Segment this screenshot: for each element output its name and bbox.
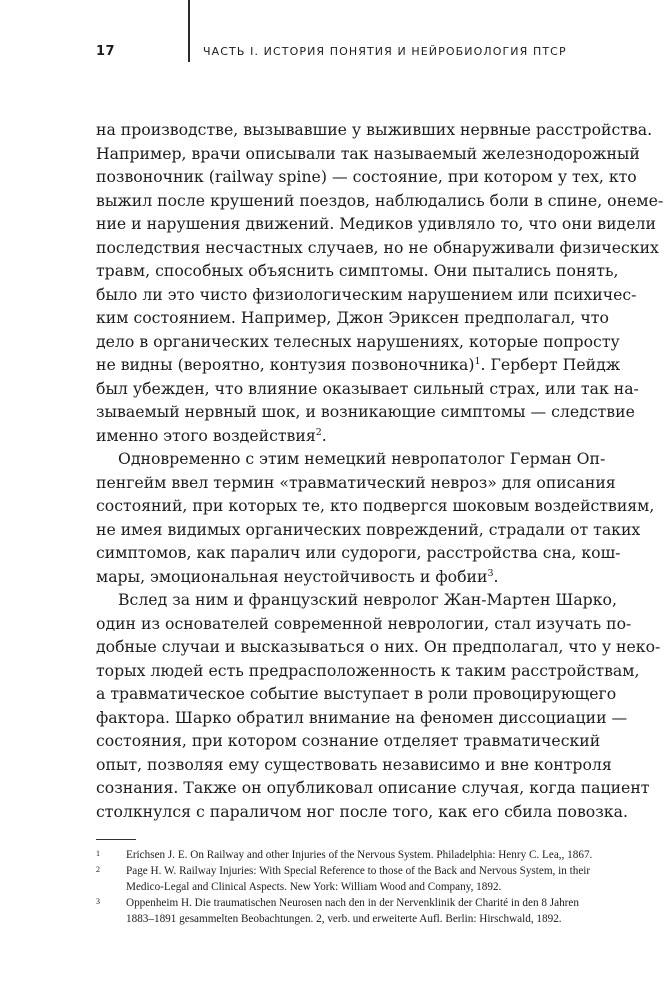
text-line: добные случаи и высказываться о них. Он предполагал, что у неко-: [96, 637, 661, 656]
text-line: было ли это чисто физиологическим нарушением или психичес-: [96, 284, 637, 304]
text-line: опыт, позволяя ему существовать независимо и вне контроля: [96, 754, 612, 774]
footnote-ref[interactable]: 2: [315, 426, 322, 438]
text-line: последствия несчастных случаев, но не обнаруживали физических: [96, 237, 659, 257]
text-line: травм, способных объяснить симптомы. Они пытались понять,: [96, 261, 619, 280]
text-line: Например, врачи описывали так называемый железнодорожный: [96, 143, 640, 163]
text-line: на производстве, вызывавшие у выживших нервные расстройства.: [96, 120, 653, 139]
text-line: состояния, при котором сознание отделяет травматический: [96, 731, 601, 750]
paragraph: [96, 118, 664, 447]
footnote-ref[interactable]: 3: [487, 567, 494, 579]
text-line: выжил после крушений поездов, наблюдались боли в спине, онеме-: [96, 190, 664, 210]
text-line: симптомов, как паралич или судороги, расстройства сна, кош-: [96, 543, 621, 562]
text-line: был убежден, что влияние оказывает сильный страх, или так на-: [96, 378, 639, 398]
text-line: один из основателей современной неврологии, стал изучать по-: [96, 613, 632, 633]
text-line: ние и нарушения движений. Медиков удивляло то, что они видели: [96, 214, 656, 233]
footnotes: [96, 847, 606, 927]
line-text: .: [493, 566, 499, 586]
text-line: столкнулся с параличом ног после того, как его сбила повозка.: [96, 801, 628, 821]
text-line: Одновременно с этим немецкий невропатолог Герман Оп-: [118, 449, 606, 468]
paragraph: [96, 588, 661, 823]
footnote: [96, 847, 606, 863]
footnote-number: 3: [96, 897, 100, 906]
line-text: мары, эмоциональная неустойчивость и фобии: [96, 566, 488, 586]
footnote-number: 1: [96, 849, 100, 858]
text-line: Вслед за ним и французский невролог Жан-Мартен Шарко,: [118, 590, 617, 609]
text-line: не имея видимых органических повреждений, страдали от таких: [96, 519, 641, 539]
line-text: . Герберт Пейдж: [480, 355, 621, 374]
footnote-ref[interactable]: 1: [474, 356, 481, 367]
text-line: сознания. Также он опубликовал описание случая, когда пациент: [96, 778, 650, 797]
footnote-text: Medico-Legal and Clinical Aspects. New York: William Wood and Company, 1892.: [126, 881, 502, 893]
text-line: торых людей есть предрасположенность к таким расстройствам,: [96, 660, 640, 680]
text-line: позвоночник (railway spine) — состояние, при котором у тех, кто: [96, 167, 637, 186]
page-number: 17: [96, 44, 116, 59]
footnote-text: Page H. W. Railway Injuries: With Special Reference to those of the Back and Nervous System, in their: [126, 865, 591, 877]
body-text: [96, 118, 664, 823]
text-line: состояний, при которых те, кто подвергся шоковым воздействиям,: [96, 496, 655, 515]
line-text: именно этого воздействия: [96, 425, 316, 445]
text-line: зываемый нервный шок, и возникающие симптомы — следствие: [96, 402, 635, 421]
footnote-number: 2: [96, 865, 100, 874]
text-line: [96, 424, 600, 448]
footnote-text: 1883–1891 gesammelten Beobachtungen. 2, verb. und erweiterte Aufl. Berlin: Hirschwald, 1892.: [126, 913, 562, 925]
text-line: дело в органических телесных нарушениях, которые попросту: [96, 331, 620, 351]
paragraph: [96, 447, 655, 588]
text-line: фактора. Шарко обратил внимание на феномен диссоциации —: [96, 707, 628, 727]
footnote-text: Oppenheim H. Die traumatischen Neurosen nach den in der Nervenklinik der Charité in den 8 Jahren: [126, 897, 579, 909]
text-line: ким состоянием. Например, Джон Эриксен предполагал, что: [96, 308, 609, 327]
text-line: а травматическое событие выступает в роли провоцирующего: [96, 684, 617, 703]
header-vertical-rule: [188, 0, 190, 62]
text-line: [96, 353, 621, 377]
text-line: пенгейм ввел термин «травматический невроз» для описания: [96, 472, 616, 492]
line-text: .: [321, 425, 327, 445]
footnote-text: Erichsen J. E. On Railway and other Injuries of the Nervous System. Philadelphia: Henry C. Lea,, 1867.: [126, 849, 593, 861]
footnote: [96, 863, 606, 895]
footnote-separator: [96, 839, 136, 840]
running-head: ЧАСТЬ I. ИСТОРИЯ ПОНЯТИЯ И НЕЙРОБИОЛОГИЯ ПТСР: [203, 45, 567, 58]
text-line: [96, 565, 600, 589]
line-text: не видны (вероятно, контузия позвоночника): [96, 355, 475, 374]
footnote: [96, 895, 606, 927]
